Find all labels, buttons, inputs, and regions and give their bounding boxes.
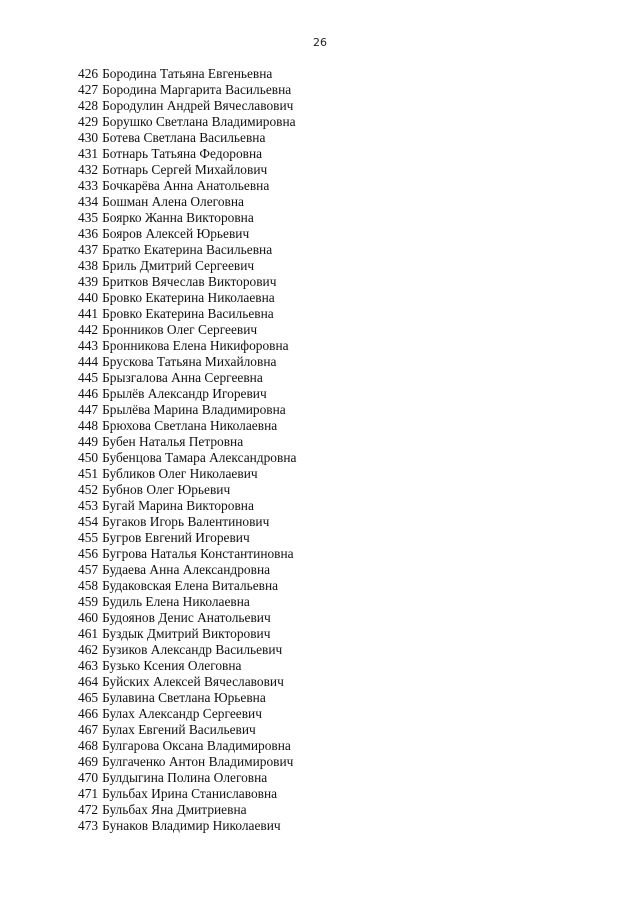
entry-number: 467 [78,722,99,737]
entry-name: Бритков Вячеслав Викторович [102,274,277,289]
list-item [78,258,296,274]
entry-name: Бородина Маргарита Васильевна [102,82,292,97]
entry-name: Боярко Жанна Викторовна [102,210,254,225]
list-item [78,194,296,210]
entry-number: 445 [78,370,99,385]
list-item [78,146,296,162]
list-item [78,786,296,802]
entry-name: Бородулин Андрей Вячеславович [102,98,294,113]
list-item [78,354,296,370]
entry-name: Бубликов Олег Николаевич [102,466,258,481]
entry-name: Ботнарь Татьяна Федоровна [102,146,263,161]
entry-number: 435 [78,210,99,225]
entry-name: Бугров Евгений Игоревич [102,530,250,545]
list-item [78,466,296,482]
entry-number: 427 [78,82,99,97]
entry-name: Бугаков Игорь Валентинович [102,514,270,529]
entry-number: 446 [78,386,99,401]
entry-number: 461 [78,626,99,641]
entry-name: Бубенцова Тамара Александровна [102,450,297,465]
entry-name: Бугай Марина Викторовна [102,498,254,513]
entry-name: Бочкарёва Анна Анатольевна [102,178,270,193]
list-item [78,210,296,226]
entry-name: Бронникова Елена Никифоровна [102,338,289,353]
entry-number: 466 [78,706,99,721]
list-item [78,802,296,818]
entry-name: Будаева Анна Александровна [102,562,271,577]
entry-name: Булах Евгений Васильевич [102,722,256,737]
list-item [78,178,296,194]
entry-number: 471 [78,786,99,801]
list-item [78,130,296,146]
entry-name: Ботева Светлана Васильевна [102,130,266,145]
page-number: 26 [313,36,327,49]
entry-number: 451 [78,466,99,481]
list-item [78,98,296,114]
entry-name: Брускова Татьяна Михайловна [102,354,277,369]
list-item [78,242,296,258]
entry-name: Бояров Алексей Юрьевич [102,226,250,241]
entry-name: Бронников Олег Сергеевич [102,322,258,337]
entry-number: 443 [78,338,99,353]
entry-name: Бунаков Владимир Николаевич [102,818,281,833]
list-item [78,274,296,290]
entry-number: 468 [78,738,99,753]
entry-number: 463 [78,658,99,673]
list-item [78,610,296,626]
name-list [78,66,296,834]
entry-name: Бубен Наталья Петровна [102,434,244,449]
list-item [78,66,296,82]
entry-number: 426 [78,66,99,81]
entry-number: 428 [78,98,99,113]
entry-number: 447 [78,402,99,417]
entry-number: 442 [78,322,99,337]
entry-name: Бугрова Наталья Константиновна [102,546,294,561]
list-item [78,594,296,610]
entry-name: Буздык Дмитрий Викторович [102,626,271,641]
list-item [78,658,296,674]
entry-name: Брылёва Марина Владимировна [102,402,286,417]
entry-name: Брюхова Светлана Николаевна [102,418,278,433]
entry-number: 449 [78,434,99,449]
entry-number: 440 [78,290,99,305]
entry-number: 444 [78,354,99,369]
entry-name: Булдыгина Полина Олеговна [102,770,268,785]
entry-number: 456 [78,546,99,561]
list-item [78,306,296,322]
entry-number: 453 [78,498,99,513]
entry-name: Бульбах Ирина Станиславовна [102,786,278,801]
entry-name: Бошман Алена Олеговна [102,194,244,209]
list-item [78,626,296,642]
entry-number: 438 [78,258,99,273]
entry-number: 433 [78,178,99,193]
list-item [78,770,296,786]
list-item [78,562,296,578]
entry-number: 465 [78,690,99,705]
entry-number: 469 [78,754,99,769]
entry-number: 436 [78,226,99,241]
list-item [78,706,296,722]
list-item [78,338,296,354]
entry-name: Бровко Екатерина Васильевна [102,306,274,321]
entry-number: 430 [78,130,99,145]
entry-name: Бриль Дмитрий Сергеевич [102,258,255,273]
entry-number: 473 [78,818,99,833]
entry-number: 457 [78,562,99,577]
list-item [78,386,296,402]
entry-number: 464 [78,674,99,689]
list-item [78,514,296,530]
list-item [78,482,296,498]
entry-number: 458 [78,578,99,593]
entry-number: 470 [78,770,99,785]
list-item [78,722,296,738]
entry-name: Брылёв Александр Игоревич [102,386,267,401]
entry-number: 432 [78,162,99,177]
entry-name: Бузиков Александр Васильевич [102,642,283,657]
entry-number: 452 [78,482,99,497]
entry-name: Булавина Светлана Юрьевна [102,690,266,705]
entry-number: 460 [78,610,99,625]
list-item [78,450,296,466]
list-item [78,818,296,834]
entry-name: Брызгалова Анна Сергеевна [102,370,263,385]
entry-number: 472 [78,802,99,817]
entry-number: 448 [78,418,99,433]
list-item [78,418,296,434]
entry-number: 441 [78,306,99,321]
entry-name: Бузько Ксения Олеговна [102,658,242,673]
list-item [78,738,296,754]
entry-number: 459 [78,594,99,609]
entry-name: Борушко Светлана Владимировна [102,114,296,129]
list-item [78,530,296,546]
list-item [78,322,296,338]
list-item [78,674,296,690]
entry-name: Ботнарь Сергей Михайлович [102,162,268,177]
list-item [78,226,296,242]
entry-name: Бубнов Олег Юрьевич [102,482,231,497]
list-item [78,434,296,450]
entry-number: 455 [78,530,99,545]
entry-name: Булах Александр Сергеевич [102,706,262,721]
entry-number: 439 [78,274,99,289]
list-item [78,370,296,386]
list-item [78,690,296,706]
entry-number: 429 [78,114,99,129]
entry-number: 431 [78,146,99,161]
list-item [78,754,296,770]
entry-name: Буйских Алексей Вячеславович [102,674,284,689]
list-item [78,498,296,514]
entry-number: 437 [78,242,99,257]
entry-number: 462 [78,642,99,657]
entry-number: 454 [78,514,99,529]
list-item [78,162,296,178]
entry-name: Бородина Татьяна Евгеньевна [102,66,273,81]
entry-name: Бульбах Яна Дмитриевна [102,802,247,817]
list-item [78,290,296,306]
entry-name: Будаковская Елена Витальевна [102,578,279,593]
entry-name: Булгарова Оксана Владимировна [102,738,291,753]
list-item [78,642,296,658]
entry-number: 434 [78,194,99,209]
entry-name: Булгаченко Антон Владимирович [102,754,294,769]
entry-name: Будоянов Денис Анатольевич [102,610,271,625]
list-item [78,546,296,562]
list-item [78,578,296,594]
entry-number: 450 [78,450,99,465]
entry-name: Бровко Екатерина Николаевна [102,290,275,305]
list-item [78,82,296,98]
entry-name: Будиль Елена Николаевна [102,594,250,609]
entry-name: Братко Екатерина Васильевна [102,242,273,257]
list-item [78,402,296,418]
list-item [78,114,296,130]
